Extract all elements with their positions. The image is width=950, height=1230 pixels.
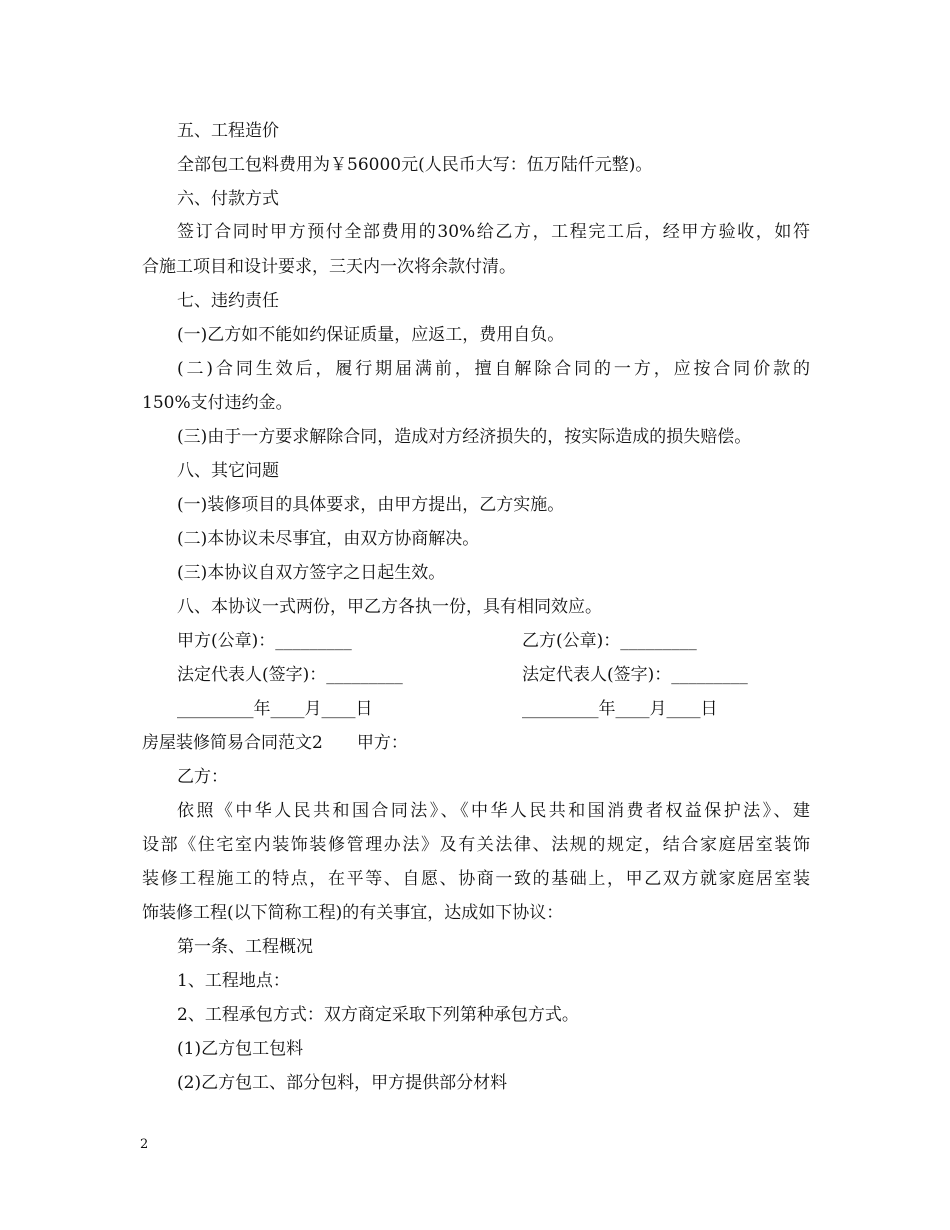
breach-clause-2-line1: (二)合同生效后，履行期届满前，擅自解除合同的一方，应按合同价款的	[177, 359, 810, 379]
party-b-date-field: _________年____月____日	[522, 699, 718, 719]
other-clause-3: (三)本协议自双方签字之日起生效。	[177, 563, 446, 583]
method-option-2: (2)乙方包工、部分包料，甲方提供部分材料	[177, 1073, 508, 1093]
preamble-line2: 设部《住宅室内装饰装修管理办法》及有关法律、法规的规定，结合家庭居室装饰	[142, 835, 810, 855]
party-a-seal-field: 甲方(公章)：_________	[177, 631, 352, 651]
page-number: 2	[140, 1137, 149, 1152]
contract-2-title: 房屋装修简易合同范文2 甲方：	[142, 733, 408, 753]
article-1-heading: 第一条、工程概况	[177, 937, 313, 957]
party-b-representative-field: 法定代表人(签字)：_________	[522, 665, 748, 685]
section-heading-breach: 七、违约责任	[177, 291, 279, 311]
paragraph-total-cost: 全部包工包料费用为￥56000元(人民币大写：伍万陆仟元整)。	[177, 155, 653, 175]
other-clause-1: (一)装修项目的具体要求，由甲方提出，乙方实施。	[177, 495, 565, 515]
preamble-line1: 依照《中华人民共和国合同法》、《中华人民共和国消费者权益保护法》、建	[177, 801, 810, 821]
section-heading-project-cost: 五、工程造价	[177, 121, 279, 141]
contracting-method: 2、工程承包方式：双方商定采取下列第种承包方式。	[177, 1005, 579, 1025]
party-a-date-field: _________年____月____日	[177, 699, 373, 719]
paragraph-payment-line1: 签订合同时甲方预付全部费用的30%给乙方，工程完工后，经甲方验收，如符	[177, 222, 810, 242]
section-heading-other: 八、其它问题	[177, 461, 279, 481]
method-option-1: (1)乙方包工包料	[177, 1039, 304, 1059]
breach-clause-1: (一)乙方如不能如约保证质量，应返工，费用自负。	[177, 325, 565, 345]
copies-clause: 八、本协议一式两份，甲乙方各执一份，具有相同效应。	[177, 597, 602, 617]
other-clause-2: (二)本协议未尽事宜，由双方协商解决。	[177, 529, 480, 549]
party-b-seal-field: 乙方(公章)：_________	[522, 631, 697, 651]
section-heading-payment: 六、付款方式	[177, 189, 279, 209]
breach-clause-2-line2: 150%支付违约金。	[142, 393, 293, 413]
preamble-line4: 饰装修工程(以下简称工程)的有关事宜，达成如下协议：	[142, 903, 564, 923]
breach-clause-3: (三)由于一方要求解除合同，造成对方经济损失的，按实际造成的损失赔偿。	[177, 427, 752, 447]
preamble-line3: 装修工程施工的特点，在平等、自愿、协商一致的基础上，甲乙双方就家庭居室装	[142, 869, 810, 889]
paragraph-payment-line2: 合施工项目和设计要求，三天内一次将余款付清。	[142, 257, 516, 277]
project-location: 1、工程地点：	[177, 971, 290, 991]
party-a-representative-field: 法定代表人(签字)：_________	[177, 665, 403, 685]
party-b-label: 乙方：	[177, 767, 228, 787]
